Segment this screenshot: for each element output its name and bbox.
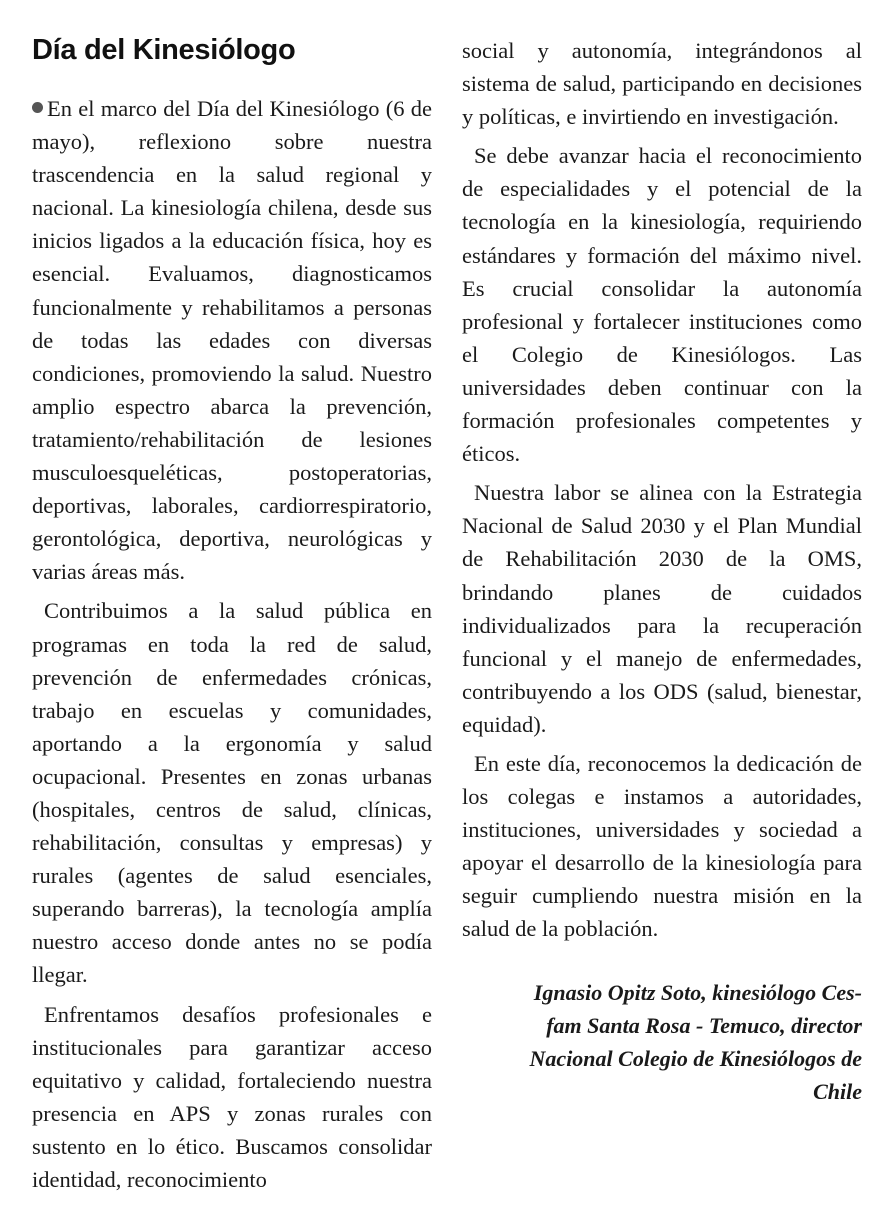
article-paragraph-2: Contribuimos a la salud pública en programas en toda la red de salud, prevención de enfermedades crónicas, trabajo en escuelas y comunidades, aportando a la ergonomía y salud ocupacional. Presentes en zonas urbanas (hospitales, centros de salud, clínicas, rehabilitación, consultas y empresas) y rurales (agentes de salud esenciales, superando barreras), la tecnología amplía nuestro acceso donde antes no se podía llegar. — [32, 598, 432, 988]
article-title: Día del Kinesiólogo — [32, 34, 296, 66]
signature-line-4: Chile — [813, 1078, 862, 1104]
signature-line-1: Ignasio Opitz Soto, kinesiólogo Ces- — [533, 979, 862, 1005]
article-paragraph-4: Se debe avanzar hacia el reconocimiento de especialidades y el potencial de la tecnología en la kinesiología, requiriendo estándares y formación del máximo nivel. Es crucial consolidar la autonomía profesional y fortalecer instituciones como el Colegio de Kinesiólogos. Las universidades deben continuar con la formación profesionales competentes y éticos. — [462, 143, 862, 467]
article-paragraph-3: Enfrentamos desafíos profesionales e institucionales para garantizar acceso equitativo y calidad, fortaleciendo nuestra presencia en APS y zonas rurales con sustento en lo ético. Buscamos consolidar identidad, reconocimiento — [32, 1001, 432, 1192]
article-paragraph-5: Nuestra labor se alinea con la Estrategia Nacional de Salud 2030 y el Plan Mundial de Rehabilitación 2030 de la OMS, brindando planes de cuidados individualizados para la recuperación funcional y el manejo de enfermedades, contribuyendo a los ODS (salud, bienestar, equidad). — [462, 480, 862, 737]
signature-line-3: Nacional Colegio de Kinesiólogos de — [529, 1045, 862, 1071]
author-signature — [462, 976, 862, 1108]
paragraph-1-text: En el marco del Día del Kinesiólogo (6 de mayo), reflexiono sobre nuestra trascendencia en la salud regional y nacional. La kinesiología chilena, desde sus inicios ligados a la educación física, hoy es esencial. Evaluamos, diagnosticamos funcionalmente y rehabilitamos a personas de todas las edades con diversas condiciones, promoviendo la salud. Nuestro amplio espectro abarca la prevención, tratamiento/rehabilitación de lesiones musculoesqueléticas, postoperatorias, deportivas, laborales, cardiorrespiratorio, gerontológica, deportiva, neurológicas y varias áreas más. — [32, 96, 432, 585]
bullet-icon — [32, 102, 43, 113]
article-paragraph-3-continued: social y autonomía, integrándonos al sistema de salud, participando en decisiones y políticas, e invirtiendo en investigación. — [462, 38, 862, 130]
signature-line-2: fam Santa Rosa - Temuco, director — [546, 1012, 862, 1038]
article-paragraph-1 — [32, 92, 432, 588]
left-column — [32, 0, 432, 1202]
article-paragraph-6: En este día, reconocemos la dedicación de los colegas e instamos a autoridades, instituciones, universidades y sociedad a apoyar el desarrollo de la kinesiología para seguir cumpliendo nuestra misión en la salud de la población. — [462, 750, 862, 942]
right-column — [462, 0, 862, 1108]
